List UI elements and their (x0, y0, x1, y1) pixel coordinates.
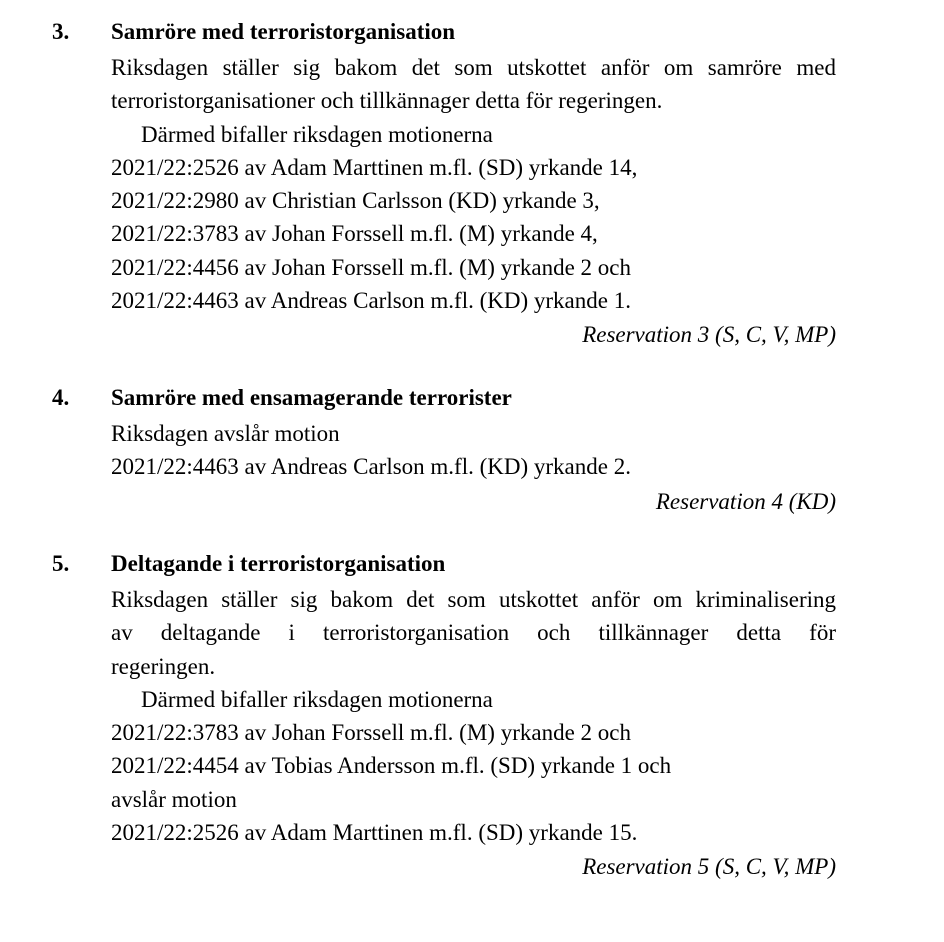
intro-line: av deltagande i terroristorganisation och tillkännager detta för (111, 620, 836, 646)
reservation-note: Reservation 4 (KD) (655, 488, 836, 514)
rejection-text: avslår motion (111, 786, 237, 812)
section-heading: Deltagande i terroristorganisation (111, 551, 446, 576)
motion-line: 2021/22:4456 av Johan Forssell m.fl. (M) yrkande 2 och (111, 254, 631, 280)
motion-line: 2021/22:4454 av Tobias Andersson m.fl. (SD) yrkande 1 och (111, 753, 672, 779)
section-number: 5. (52, 551, 70, 576)
section-number: 4. (52, 385, 70, 410)
section-heading: Samröre med terroristorganisation (111, 19, 456, 44)
motion-line: 2021/22:4463 av Andreas Carlson m.fl. (KD) yrkande 2. (111, 454, 631, 480)
decision-text: Därmed bifaller riksdagen motionerna (141, 686, 493, 712)
intro-line: Riksdagen ställer sig bakom det som utskottet anför om kriminalisering (111, 587, 836, 612)
motion-line: 2021/22:4463 av Andreas Carlson m.fl. (KD) yrkande 1. (111, 288, 631, 314)
intro-line: terroristorganisationer och tillkännager detta för regeringen. (111, 88, 663, 114)
reservation-note: Reservation 5 (S, C, V, MP) (582, 854, 836, 880)
section-body (111, 417, 836, 518)
intro-line: regeringen. (111, 653, 216, 679)
reservation-note: Reservation 3 (S, C, V, MP) (582, 322, 836, 348)
motion-line: 2021/22:2526 av Adam Marttinen m.fl. (SD) yrkande 15. (111, 820, 638, 846)
motion-line: 2021/22:3783 av Johan Forssell m.fl. (M) yrkande 2 och (111, 720, 631, 746)
section-heading: Samröre med ensamagerande terrorister (111, 385, 512, 410)
section-body (111, 51, 836, 352)
motion-line: 2021/22:2526 av Adam Marttinen m.fl. (SD) yrkande 14, (111, 154, 638, 180)
motion-line: 2021/22:2980 av Christian Carlsson (KD) yrkande 3, (111, 188, 600, 214)
section-number: 3. (52, 19, 70, 44)
intro-line: Riksdagen ställer sig bakom det som utskottet anför om samröre med (111, 55, 836, 80)
intro-line: Riksdagen avslår motion (111, 421, 340, 446)
decision-text: Därmed bifaller riksdagen motionerna (141, 121, 493, 147)
section-body (111, 583, 836, 884)
motion-line: 2021/22:3783 av Johan Forssell m.fl. (M) yrkande 4, (111, 221, 598, 247)
